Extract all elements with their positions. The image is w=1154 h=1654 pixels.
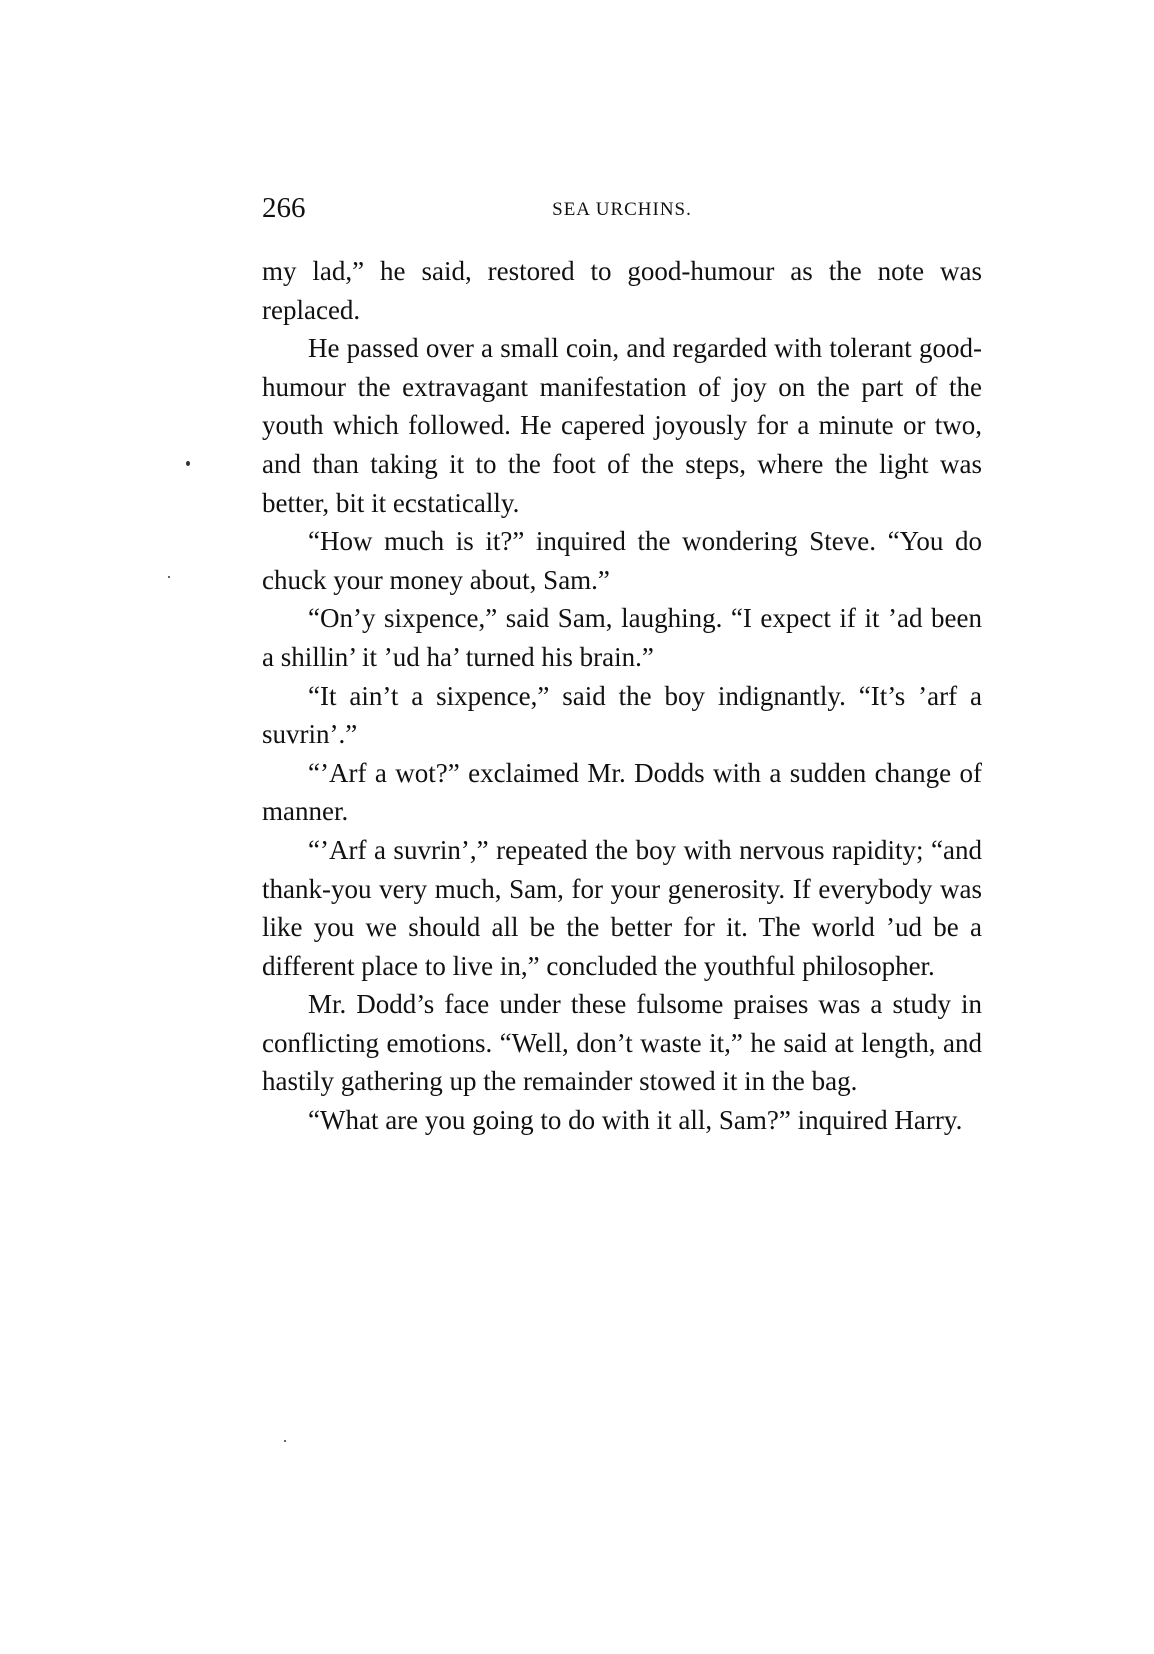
page-header (262, 190, 982, 234)
scan-speck (168, 576, 170, 578)
body-text (262, 252, 982, 1140)
paragraph: He passed over a small coin, and regarded with tolerant good-humour the extravagant manifestation of joy on the part of the youth which followed. He capered joyously for a minute or two, and than taking it to the foot of the steps, where the light was better, bit it ecstatically. (262, 333, 982, 518)
paragraph: my lad,” he said, restored to good-humour as the note was replaced. (262, 256, 982, 325)
paragraph: “’Arf a wot?” exclaimed Mr. Dodds with a sudden change of manner. (262, 757, 982, 827)
paragraph: Mr. Dodd’s face under these fulsome praises was a study in conflicting emotions. “Well, don’t waste it,” he said at length, and hastily gathering up the remainder stowed it in the bag. (262, 989, 982, 1097)
paragraph: “How much is it?” inquired the wondering Steve. “You do chuck your money about, Sam.” (262, 526, 982, 595)
paragraph: “On’y sixpence,” said Sam, laughing. “I expect if it ’ad been a shillin’ it ’ud ha’ turned his brain.” (262, 603, 982, 672)
paragraph: “’Arf a suvrin’,” repeated the boy with nervous rapidity; “and thank-you very much, Sam, for your generosity. If everybody was like you we should all be the better for it. The world ’ud be a different place to live in,” concluded the youthful philosopher. (262, 834, 982, 981)
scan-speck (186, 461, 190, 466)
paragraph: “It ain’t a sixpence,” said the boy indignantly. “It’s ’arf a suvrin’.” (262, 680, 982, 750)
paragraph: “What are you going to do with it all, Sam?” inquired Harry. (308, 1105, 963, 1136)
page-number: 266 (262, 192, 306, 224)
running-title: SEA URCHINS. (552, 199, 692, 220)
scan-speck (284, 1440, 286, 1442)
